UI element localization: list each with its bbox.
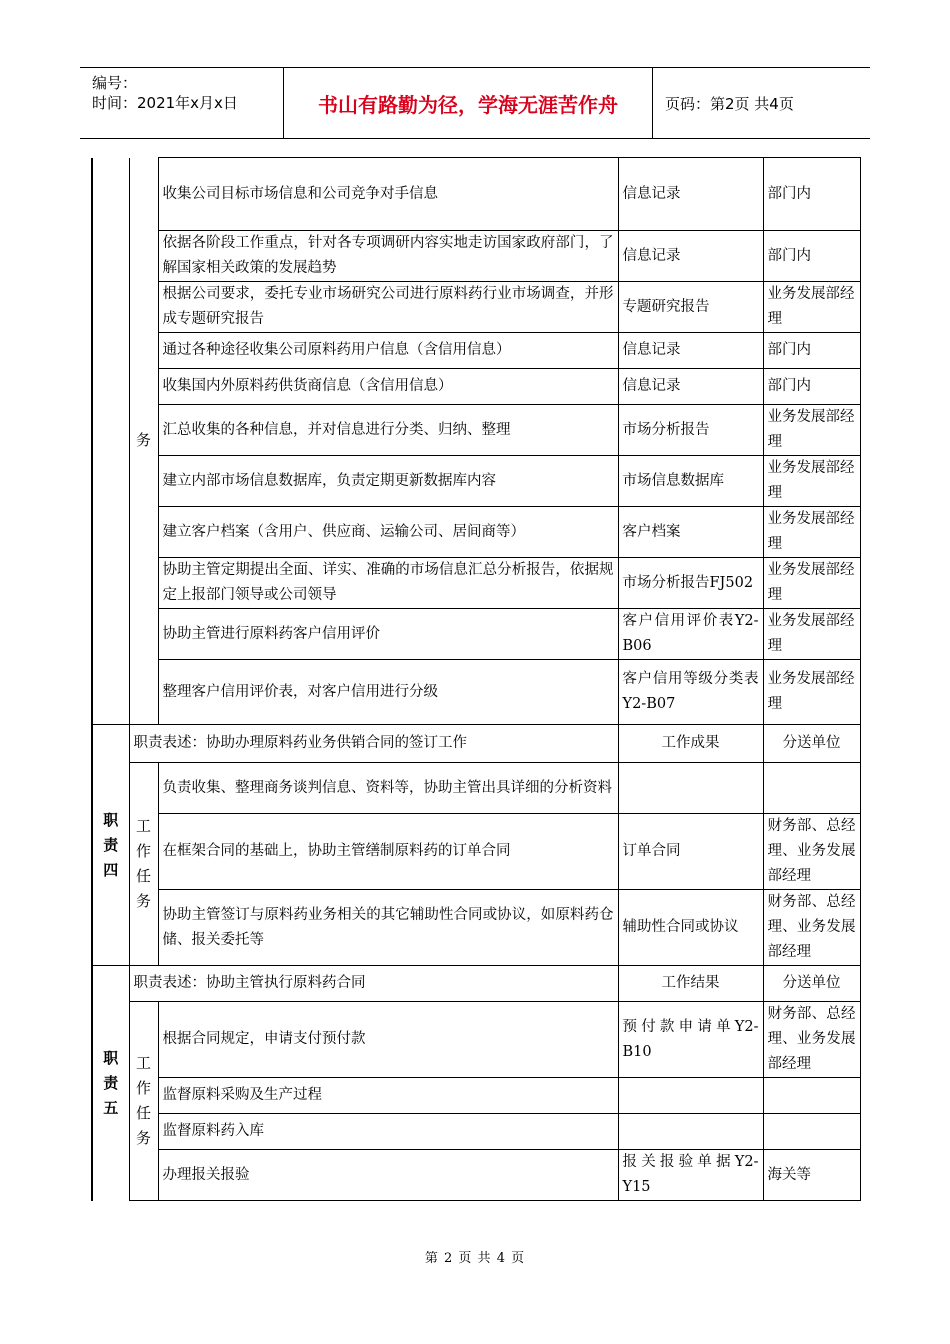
- result-text: 市场信息数据库: [618, 456, 763, 507]
- task-text: 整理客户信用评价表，对客户信用进行分级: [158, 660, 618, 725]
- task-text: 办理报关报验: [158, 1150, 618, 1201]
- duty5-col-result: 工作结果: [618, 966, 763, 1002]
- dest-text: 业务发展部经理: [763, 660, 860, 725]
- dest-text: 业务发展部经理: [763, 456, 860, 507]
- table-row: [92, 405, 860, 456]
- result-text: 客户信用评价表Y2-B06: [618, 609, 763, 660]
- table-row: [92, 231, 860, 282]
- duty4-task-label: 工作任务: [129, 763, 158, 966]
- header-page-number: 页码：第2页 共4页: [665, 94, 794, 113]
- dest-text: 财务部、总经理、业务发展部经理: [763, 1002, 860, 1078]
- dest-text: 业务发展部经理: [763, 609, 860, 660]
- dest-text: [763, 1114, 860, 1150]
- table-row: [92, 282, 860, 333]
- number-label: 编号：: [92, 74, 138, 92]
- dest-text: 部门内: [763, 369, 860, 405]
- dest-text: [763, 1078, 860, 1114]
- table-row: [92, 814, 860, 890]
- dest-text: 业务发展部经理: [763, 558, 860, 609]
- duty-table: [91, 157, 861, 1201]
- duty5-label: 职责五: [92, 966, 129, 1201]
- duty4-label: 职责四: [92, 725, 129, 966]
- table-row: [92, 660, 860, 725]
- result-text: 信息记录: [618, 231, 763, 282]
- duty4-col-dest: 分送单位: [763, 725, 860, 763]
- dest-text: 海关等: [763, 1150, 860, 1201]
- header-motto: 书山有路勤为径，学海无涯苦作舟: [284, 68, 653, 138]
- table-row: [92, 1114, 860, 1150]
- page-footer: 第 2 页 共 4 页: [424, 1251, 526, 1266]
- task-text: 收集公司目标市场信息和公司竞争对手信息: [158, 158, 618, 231]
- table-row: [92, 456, 860, 507]
- duty4-statement: 职责表述：协助办理原料药业务供销合同的签订工作: [129, 725, 618, 763]
- table-row: [92, 369, 860, 405]
- table-row: [92, 725, 860, 763]
- table-row: [92, 1078, 860, 1114]
- dest-text: [763, 763, 860, 814]
- duty4-col-result: 工作成果: [618, 725, 763, 763]
- task-text: 监督原料采购及生产过程: [158, 1078, 618, 1114]
- time-label: 时间：2021年x月x日: [92, 94, 238, 112]
- table-row: [92, 558, 860, 609]
- dest-text: 业务发展部经理: [763, 405, 860, 456]
- task-text: 根据合同规定，申请支付预付款: [158, 1002, 618, 1078]
- result-text: 信息记录: [618, 333, 763, 369]
- page-header: [80, 67, 870, 139]
- task-text: 根据公司要求，委托专业市场研究公司进行原料药行业市场调查，并形成专题研究报告: [158, 282, 618, 333]
- task-text: 依据各阶段工作重点，针对各专项调研内容实地走访国家政府部门，了解国家相关政策的发展趋势: [158, 231, 618, 282]
- task-text: 通过各种途径收集公司原料药用户信息（含信用信息）: [158, 333, 618, 369]
- task-text: 监督原料药入库: [158, 1114, 618, 1150]
- result-text: [618, 1114, 763, 1150]
- result-text: 客户信用等级分类表Y2-B07: [618, 660, 763, 725]
- task-text: 负责收集、整理商务谈判信息、资料等，协助主管出具详细的分析资料: [158, 763, 618, 814]
- result-text: 信息记录: [618, 158, 763, 231]
- result-text: 信息记录: [618, 369, 763, 405]
- task-text: 建立客户档案（含用户、供应商、运输公司、居间商等）: [158, 507, 618, 558]
- dest-text: 业务发展部经理: [763, 507, 860, 558]
- result-text: [618, 1078, 763, 1114]
- table-row: [92, 333, 860, 369]
- task-text: 建立内部市场信息数据库，负责定期更新数据库内容: [158, 456, 618, 507]
- result-text: 客户档案: [618, 507, 763, 558]
- dest-text: 财务部、总经理、业务发展部经理: [763, 814, 860, 890]
- table-row: [92, 609, 860, 660]
- task-text: 协助主管进行原料药客户信用评价: [158, 609, 618, 660]
- dest-text: 部门内: [763, 158, 860, 231]
- task-text: 收集国内外原料药供货商信息（含信用信息）: [158, 369, 618, 405]
- result-text: 市场分析报告: [618, 405, 763, 456]
- duty5-col-dest: 分送单位: [763, 966, 860, 1002]
- dest-text: 部门内: [763, 333, 860, 369]
- result-text: 预付款申请单Y2-B10: [618, 1002, 763, 1078]
- result-text: 专题研究报告: [618, 282, 763, 333]
- task-text: 在框架合同的基础上，协助主管缮制原料药的订单合同: [158, 814, 618, 890]
- task-text: 协助主管定期提出全面、详实、准确的市场信息汇总分析报告，依据规定上报部门领导或公司领导: [158, 558, 618, 609]
- dest-text: 业务发展部经理: [763, 282, 860, 333]
- table-row: [92, 1150, 860, 1201]
- task-label: 务: [129, 158, 158, 725]
- result-text: [618, 763, 763, 814]
- result-text: 订单合同: [618, 814, 763, 890]
- table-row: [92, 890, 860, 966]
- result-text: 市场分析报告FJ502: [618, 558, 763, 609]
- result-text: 报关报验单据Y2-Y15: [618, 1150, 763, 1201]
- task-text: 协助主管签订与原料药业务相关的其它辅助性合同或协议，如原料药仓储、报关委托等: [158, 890, 618, 966]
- task-text: 汇总收集的各种信息，并对信息进行分类、归纳、整理: [158, 405, 618, 456]
- duty-cell-blank: [92, 158, 129, 725]
- header-meta: [80, 68, 284, 138]
- dest-text: 部门内: [763, 231, 860, 282]
- duty5-statement: 职责表述：协助主管执行原料药合同: [129, 966, 618, 1002]
- dest-text: 财务部、总经理、业务发展部经理: [763, 890, 860, 966]
- table-row: [92, 966, 860, 1002]
- table-row: [92, 763, 860, 814]
- table-row: [92, 507, 860, 558]
- table-row: [92, 158, 860, 231]
- result-text: 辅助性合同或协议: [618, 890, 763, 966]
- table-row: [92, 1002, 860, 1078]
- duty5-task-label: 工作任务: [129, 1002, 158, 1201]
